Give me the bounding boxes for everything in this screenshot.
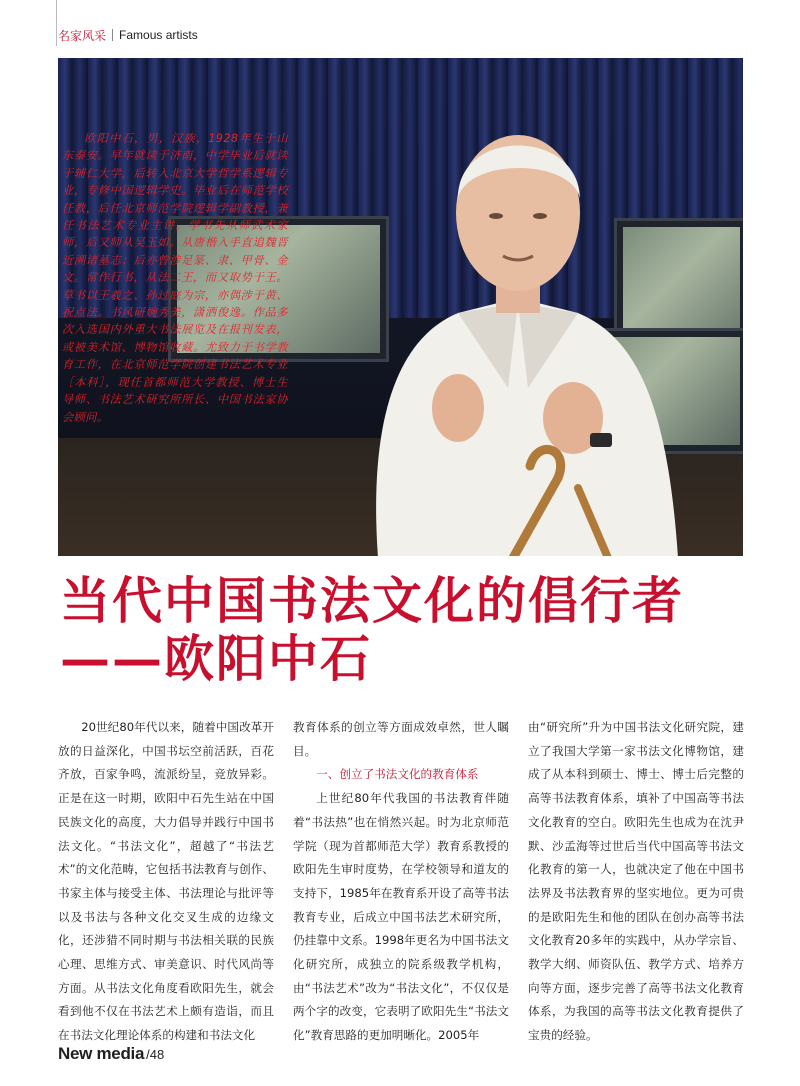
section-label-en: Famous artists (119, 28, 198, 42)
page-number: /48 (146, 1047, 165, 1062)
section-separator (112, 29, 113, 41)
section-header (58, 24, 198, 46)
paragraph: 上世纪80年代我国的书法教育伴随着“书法热”也在悄然兴起。时为北京师范学院（现为首都师范大学）教育系教授的欧阳先生审时度势，在学校领导和道友的支持下，1985年在教育系开设了高等书法教育专业，后成立中国书法艺术研究所，仍挂靠中文系。1998年更名为中国书法文化研究所，成独立的院系级教学机构，由“书法艺术”改为“书法文化”，不仅仅是两个字的改变，它表明了欧阳先生“书法文化”教育思路的更加明晰化。2005年 (293, 791, 509, 1043)
column-3 (528, 716, 744, 1043)
header-divider (56, 0, 57, 46)
article-title (60, 572, 760, 688)
column-2 (293, 716, 509, 1043)
title-line-2: ——欧阳中石 (60, 629, 372, 688)
biography-overlay: 欧阳中石，男，汉族，1928年生于山东泰安。早年就读于济南，中学毕业后就读于辅仁大学，后转入北京大学哲学系逻辑专业，专修中国逻辑学史。毕业后在师范学校任教，后任北京师范学院逻辑学副教授，兼任书法艺术专业主讲。学书先从师武术家师，后又师从吴玉如。从唐楷入手直追魏晋近溯诸墓志；后亦曾涉足篆、隶、甲骨、金文。常作行书，从法二王，而又取势于王。草书以王羲之、孙过庭为宗，亦偶涉于黄、祝点法。书风研婉秀美，潇洒俊逸。作品多次入选国内外重大书法展览及在报刊发表，或被美术馆、博物馆收藏。尤致力于书学教育工作，在北京师范学院创建书法艺术专业［本科］，现任首都师范大学教授、博士生导师、书法艺术研究所所长、中国书法家协会顾问。 (62, 132, 288, 424)
magazine-brand: New media (58, 1044, 145, 1063)
title-line-1: 当代中国书法文化的倡行者 (60, 571, 684, 630)
seated-man-illustration (308, 88, 728, 556)
paragraph: 教育体系的创立等方面成效卓然，世人瞩目。 (293, 720, 509, 758)
paragraph: 20世纪80年代以来，随着中国改革开放的日益深化，中国书坛空前活跃，百花齐放，百家争鸣，流派纷呈，竞放异彩。正是在这一时期，欧阳中石先生站在中国民族文化的高度，大力倡导并践行中国书法文化。“书法文化”，超越了“书法艺术”的文化范畴，它包括书法教育与创作、书家主体与接受主体、书法理论与批评等以及书法与各种文化交叉生成的边缘文化，还涉猎不同时期与书法相关联的民族心理、思维方式、审美意识、时代风尚等方面。从书法文化角度看欧阳先生，就会看到他不仅在书法艺术上颇有造诣，而且在书法文化理论体系的构建和书法文化 (58, 720, 274, 1043)
column-1 (58, 716, 274, 1043)
section-label-cn: 名家风采 (58, 28, 107, 43)
paragraph: 由“研究所”升为中国书法文化研究院，建立了我国大学第一家书法文化博物馆，建成了从本科到硕士、博士、博士后完整的高等书法教育体系，填补了中国高等书法文化教育的空白。欧阳先生也成为在沈尹默、沙孟海等过世后当代中国高等书法文化教育的第一人，也就决定了他在中国书法界及书法教育界的坚实地位。更为可贵的是欧阳先生和他的团队在创办高等书法文化教育20多年的实践中，从办学宗旨、教学大纲、师资队伍、教学方式、培养方向等方面，逐步完善了高等书法文化教育体系，为我国的高等书法文化教育提供了宝贵的经验。 (528, 720, 744, 1043)
section-subheading: 一、创立了书法文化的教育体系 (316, 767, 479, 782)
page-footer (58, 1044, 164, 1068)
article-body (58, 716, 744, 1043)
